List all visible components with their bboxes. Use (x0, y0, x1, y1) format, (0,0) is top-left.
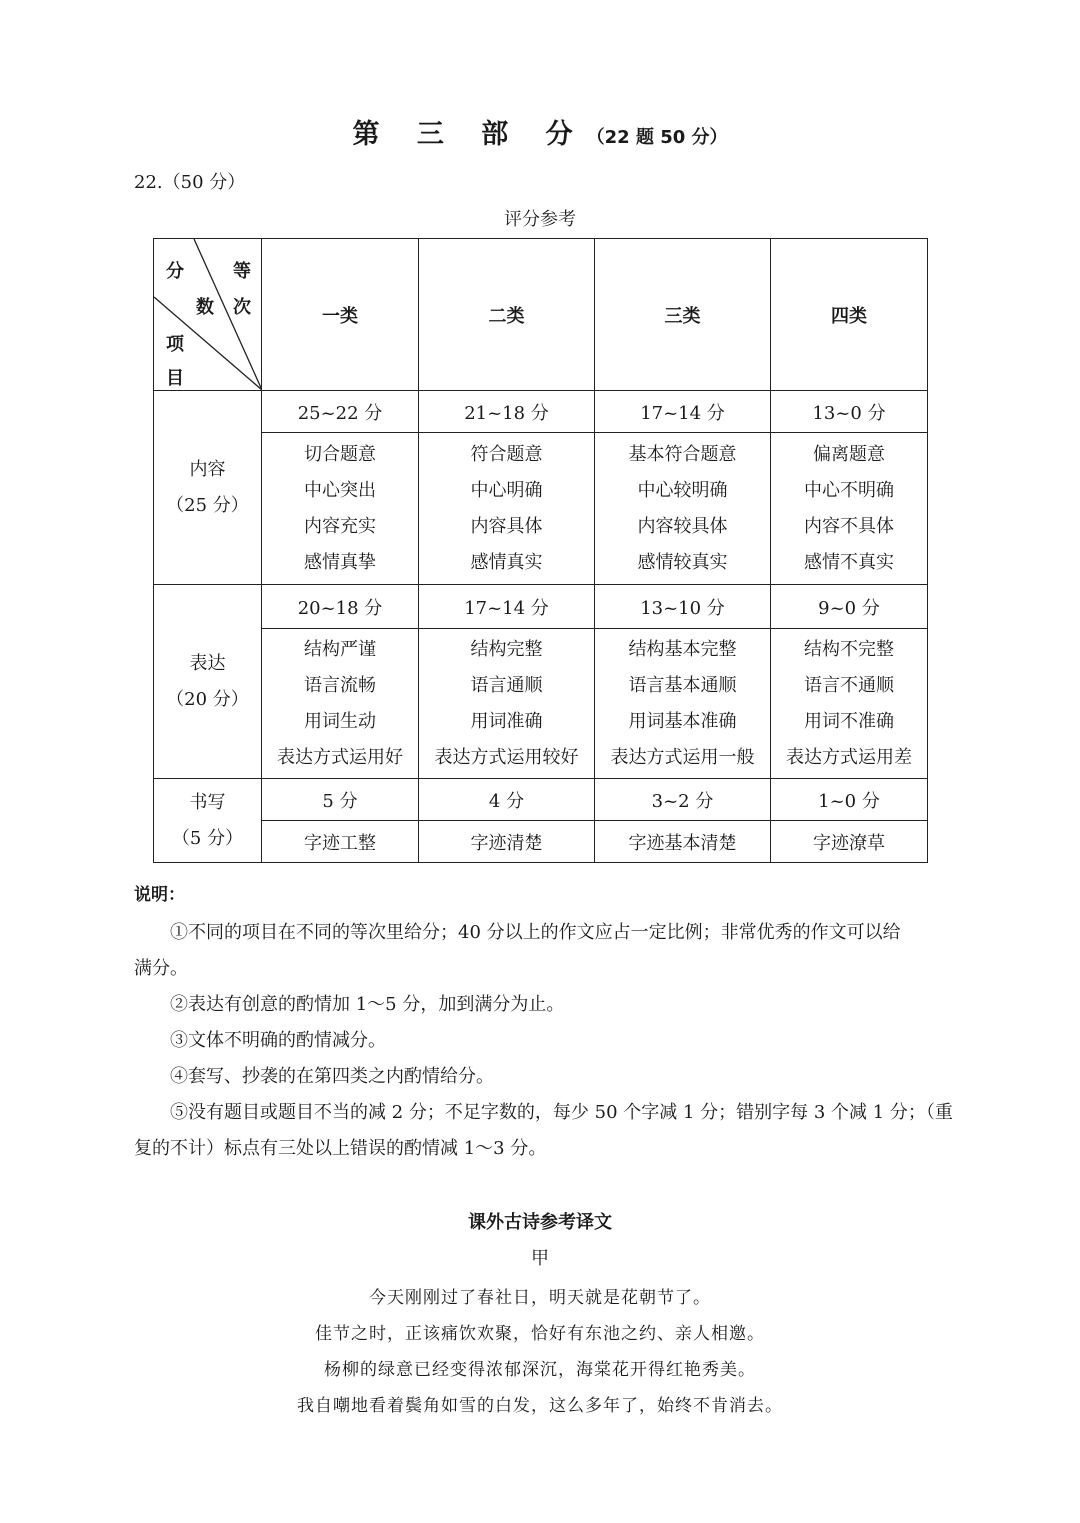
content-range-2: 21~18 分 (419, 391, 595, 433)
note-item-5-cont: 复的不计）标点有三处以上错误的酌情减 1～3 分。 (134, 1138, 547, 1159)
criteria-line: 内容不具体 (804, 515, 894, 537)
writing-label: 书写 (189, 791, 226, 813)
writing-range-4: 1~0 分 (771, 779, 928, 821)
content-criteria-3 (595, 433, 771, 585)
table-corner-header (154, 239, 262, 391)
criteria-line: 偏离题意 (813, 443, 885, 465)
criteria-line: 结构不完整 (804, 638, 894, 660)
criteria-line: 中心突出 (304, 479, 376, 501)
writing-range-2: 4 分 (419, 779, 595, 821)
category-1-header: 一类 (262, 239, 419, 391)
content-item-cell (154, 391, 262, 585)
notes-label: 说明： (134, 885, 185, 905)
criteria-line: 感情真实 (470, 551, 543, 573)
writing-range-1: 5 分 (262, 779, 419, 821)
expression-range-1: 20~18 分 (262, 585, 419, 629)
criteria-line: 基本符合题意 (628, 443, 737, 465)
criteria-line: 内容具体 (470, 515, 543, 537)
poem-translation (0, 1280, 1080, 1424)
poem-line: 佳节之时，正该痛饮欢聚，恰好有东池之约、亲人相邀。 (315, 1324, 765, 1344)
criteria-line: 感情真挚 (304, 551, 376, 573)
corner-score-char-1: 分 (166, 261, 184, 282)
poem-line: 今天刚刚过了春社日，明天就是花朝节了。 (369, 1288, 711, 1308)
category-3-header: 三类 (595, 239, 771, 391)
criteria-line: 符合题意 (470, 443, 543, 465)
criteria-line: 语言通顺 (470, 674, 543, 696)
category-4-header: 四类 (771, 239, 928, 391)
poem-line: 我自嘲地看着鬓角如雪的白发，这么多年了，始终不肯消去。 (297, 1396, 783, 1416)
poem-line: 杨柳的绿意已经变得浓郁深沉，海棠花开得红艳秀美。 (324, 1360, 756, 1380)
category-2-header: 二类 (419, 239, 595, 391)
expression-range-3: 13~10 分 (595, 585, 771, 629)
note-item-2: ②表达有创意的酌情加 1～5 分，加到满分为止。 (170, 994, 565, 1015)
content-range-4: 13~0 分 (771, 391, 928, 433)
criteria-line: 表达方式运用较好 (434, 746, 579, 768)
criteria-line: 感情较真实 (637, 551, 728, 573)
scoring-reference-title: 评分参考 (504, 209, 576, 230)
criteria-line: 内容充实 (304, 515, 376, 537)
corner-item-char-1: 项 (166, 334, 184, 355)
expression-criteria-1 (262, 629, 419, 779)
corner-grade-char-1: 等 (233, 261, 251, 282)
section-title (0, 112, 1080, 151)
criteria-line: 表达方式运用一般 (610, 746, 755, 768)
content-criteria-2 (419, 433, 595, 585)
criteria-line: 中心明确 (470, 479, 543, 501)
writing-criteria-1: 字迹工整 (262, 821, 419, 863)
corner-item-char-2: 目 (166, 368, 184, 389)
writing-item-cell (154, 779, 262, 863)
criteria-line: 表达方式运用好 (277, 746, 403, 768)
expression-range-2: 17~14 分 (419, 585, 595, 629)
content-points: （25 分） (166, 494, 249, 516)
criteria-line: 用词准确 (470, 710, 543, 732)
criteria-line: 结构完整 (470, 638, 543, 660)
writing-criteria-3: 字迹基本清楚 (595, 821, 771, 863)
content-label: 内容 (189, 458, 226, 480)
criteria-line: 中心不明确 (804, 479, 894, 501)
expression-criteria-2 (419, 629, 595, 779)
writing-points: （5 分） (171, 827, 244, 849)
content-criteria-1 (262, 433, 419, 585)
content-range-3: 17~14 分 (595, 391, 771, 433)
criteria-line: 语言流畅 (304, 674, 376, 696)
expression-label: 表达 (189, 652, 226, 674)
criteria-line: 用词不准确 (804, 710, 894, 732)
poem-subtitle: 甲 (531, 1248, 549, 1269)
note-item-1: ①不同的项目在不同的等次里给分；40 分以上的作文应占一定比例；非常优秀的作文可以给 (170, 922, 901, 943)
expression-criteria-3 (595, 629, 771, 779)
criteria-line: 用词生动 (304, 710, 376, 732)
criteria-line: 内容较具体 (637, 515, 728, 537)
criteria-line: 中心较明确 (637, 479, 728, 501)
note-item-1-cont: 满分。 (134, 958, 188, 979)
scoring-table (153, 238, 928, 863)
criteria-line: 表达方式运用差 (786, 746, 912, 768)
note-item-4: ④套写、抄袭的在第四类之内酌情给分。 (170, 1066, 494, 1087)
criteria-line: 结构基本完整 (628, 638, 737, 660)
notes-section (134, 880, 954, 1167)
criteria-line: 切合题意 (304, 443, 376, 465)
content-criteria-4 (771, 433, 928, 585)
expression-criteria-4 (771, 629, 928, 779)
expression-range-4: 9~0 分 (771, 585, 928, 629)
expression-item-cell (154, 585, 262, 779)
criteria-line: 结构严谨 (304, 638, 376, 660)
criteria-line: 感情不真实 (804, 551, 894, 573)
corner-score-char-2: 数 (196, 297, 214, 318)
section-title-info: （22 题 50 分） (586, 127, 728, 148)
writing-range-3: 3~2 分 (595, 779, 771, 821)
content-range-1: 25~22 分 (262, 391, 419, 433)
criteria-line: 语言基本通顺 (628, 674, 737, 696)
expression-points: （20 分） (166, 688, 249, 710)
note-item-5: ⑤没有题目或题目不当的减 2 分；不足字数的，每少 50 个字减 1 分；错别字每 3 个减 1 分；（重 (170, 1102, 953, 1123)
writing-criteria-2: 字迹清楚 (419, 821, 595, 863)
writing-criteria-4: 字迹潦草 (771, 821, 928, 863)
note-item-3: ③文体不明确的酌情减分。 (170, 1030, 386, 1051)
criteria-line: 用词基本准确 (628, 710, 737, 732)
question-number: 22.（50 分） (134, 172, 246, 193)
corner-grade-char-2: 次 (233, 297, 251, 318)
section-title-main: 第 三 部 分 (352, 119, 587, 150)
criteria-line: 语言不通顺 (804, 674, 894, 696)
poem-translation-title: 课外古诗参考译文 (468, 1212, 612, 1233)
